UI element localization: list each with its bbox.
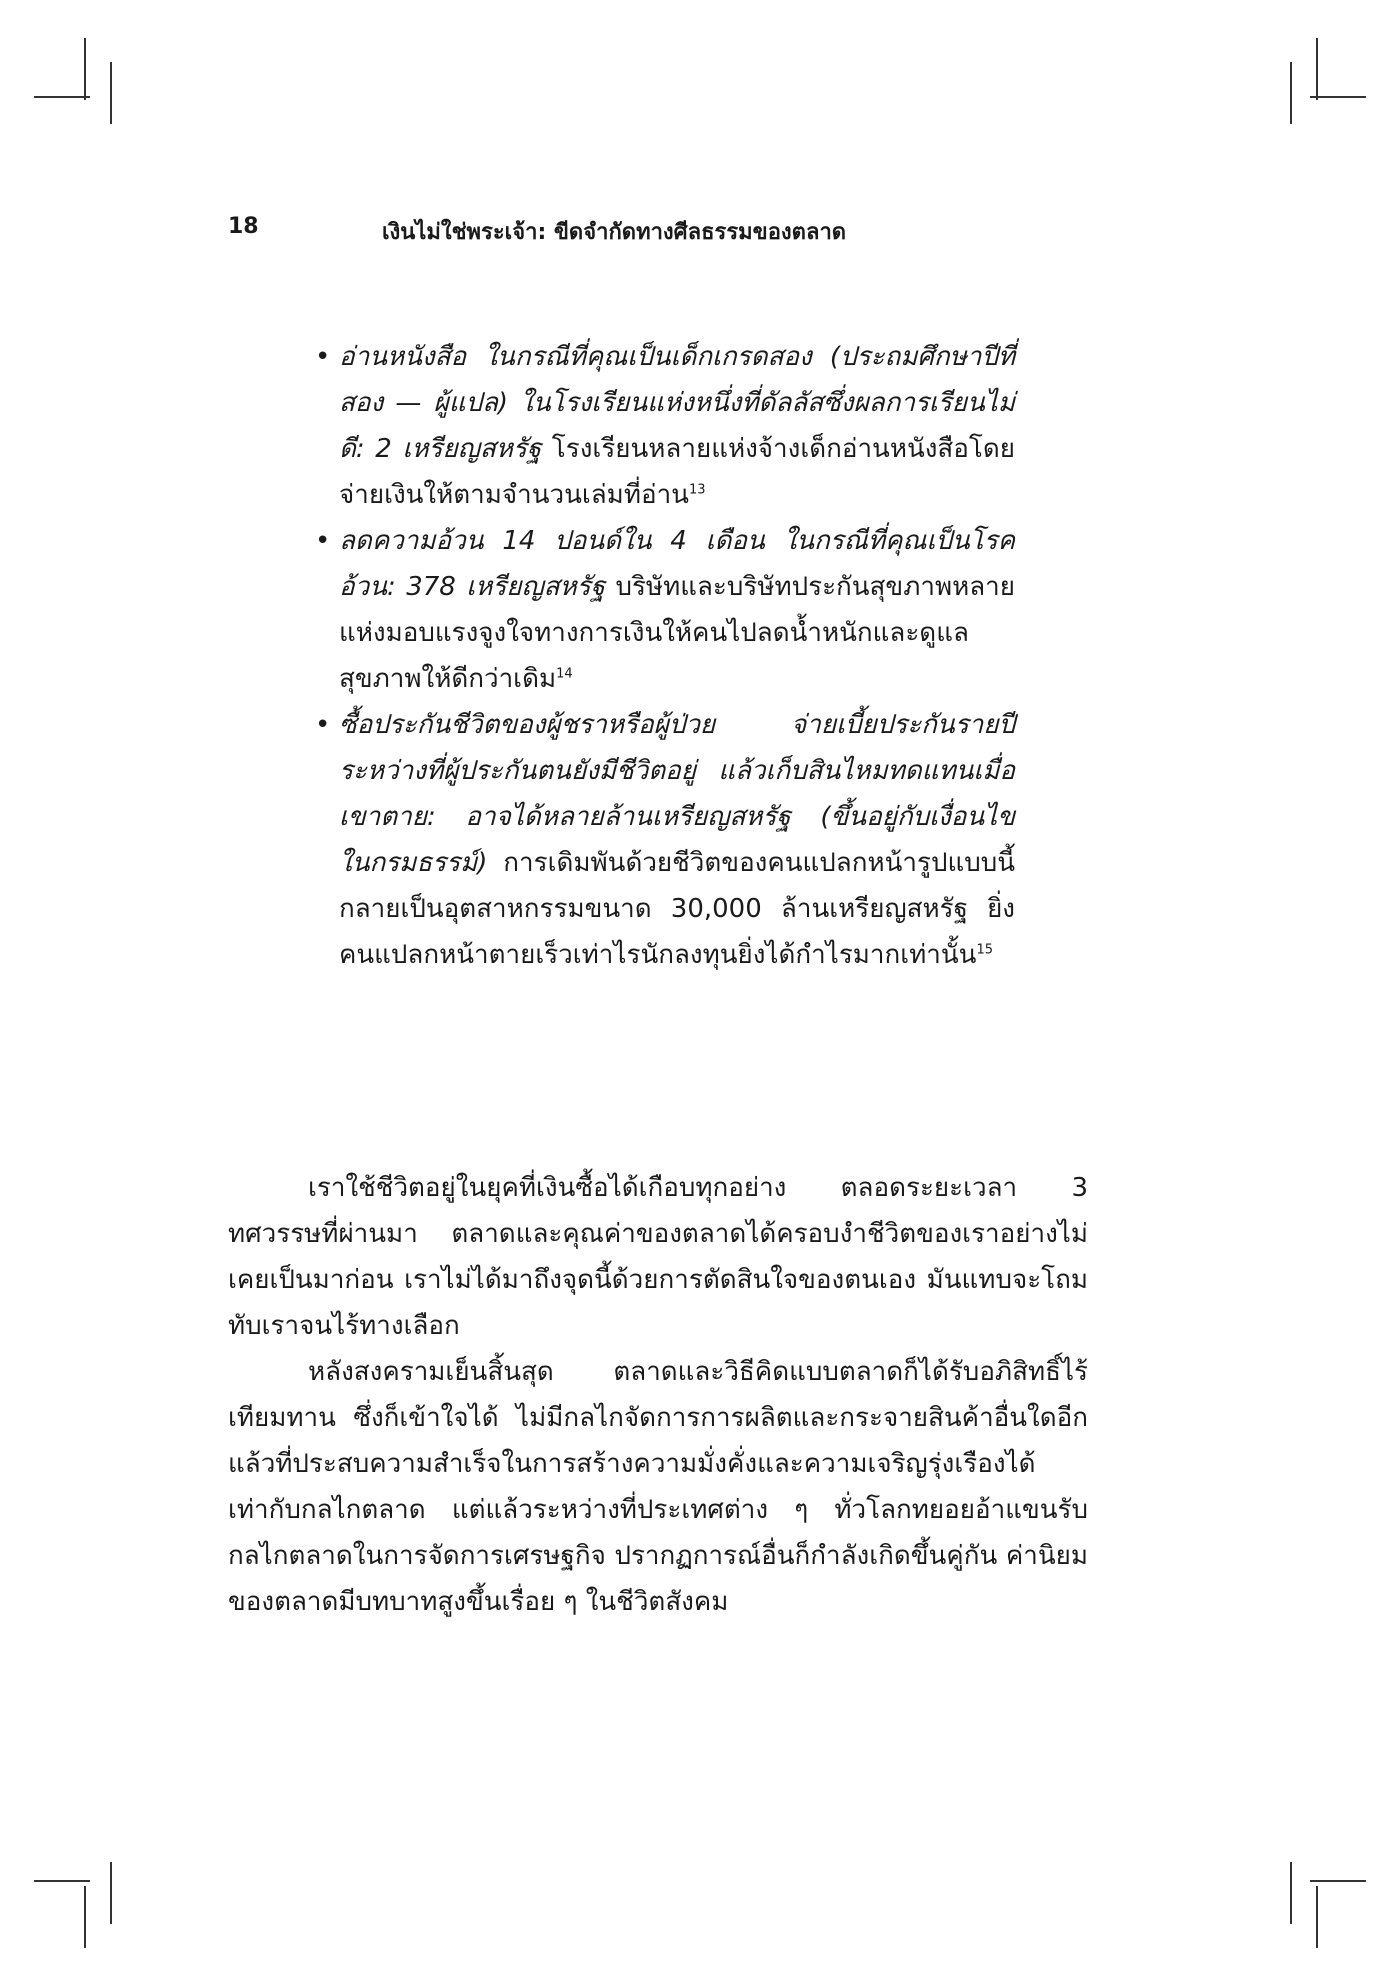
list-item (315, 518, 1015, 702)
item-italic-text: อ่านหนังสือ ในกรณีที่คุณเป็นเด็กเกรดสอง (ประถมศึกษาปีที่สอง — ผู้แปล) ในโรงเรียนแห่งหนึ่งที่ดัลลัสซึ่งผลการเรียนไม่ดี: 2 เหรียญสหรัฐ (339, 342, 1015, 464)
crop-mark (110, 1862, 112, 1924)
crop-mark (1310, 96, 1366, 98)
crop-mark (1310, 1880, 1366, 1882)
item-italic-text: ลดความอ้วน 14 ปอนด์ใน 4 เดือน ในกรณีที่คุณเป็นโรคอ้วน: 378 เหรียญสหรัฐ (339, 526, 1015, 602)
item-text: บริษัทและบริษัทประกันสุขภาพหลายแห่งมอบแรงจูงใจทางการเงินให้คนไปลดน้ำหนักและดูแลสุขภาพให้ดีกว่าเดิม (339, 572, 1015, 694)
list-item (315, 334, 1015, 518)
bullet-icon: • (315, 342, 331, 372)
crop-mark (1290, 62, 1292, 124)
footnote-ref: 14 (556, 666, 573, 682)
item-text: การเดิมพันด้วยชีวิตของคนแปลกหน้ารูปแบบนี้ กลายเป็นอุตสาหกรรมขนาด 30,000 ล้านเหรียญสหรัฐ ยิ่งคนแปลกหน้าตายเร็วเท่าไรนักลงทุนยิ่งได้กำไรมากเท่านั้น (339, 848, 1015, 970)
bullet-icon: • (315, 710, 331, 740)
crop-mark (84, 38, 86, 100)
paragraph: เราใช้ชีวิตอยู่ในยุคที่เงินซื้อได้เกือบทุกอย่าง ตลอดระยะเวลา 3 ทศวรรษที่ผ่านมา ตลาดและคุณค่าของตลาดได้ครอบงำชีวิตของเราอย่างไม่เคยเป็นมาก่อน เราไม่ได้มาถึงจุดนี้ด้วยการตัดสินใจของตนเอง มันแทบจะโถมทับเราจนไร้ทางเลือก (228, 1173, 1088, 1341)
crop-mark (1290, 1862, 1292, 1924)
paragraph: หลังสงครามเย็นสิ้นสุด ตลาดและวิธีคิดแบบตลาดก็ได้รับอภิสิทธิ์ไร้เทียมทาน ซึ่งก็เข้าใจได้ ไม่มีกลไกจัดการการผลิตและกระจายสินค้าอื่นใดอีกแล้วที่ประสบความสำเร็จในการสร้างความมั่งคั่งและความเจริญรุ่งเรืองได้เท่ากับกลไกตลาด แต่แล้วระหว่างที่ประเทศต่าง ๆ ทั่วโลกทยอยอ้าแขนรับกลไกตลาดในการจัดการเศรษฐกิจ ปรากฏการณ์อื่นก็กำลังเกิดขึ้นคู่กัน ค่านิยมของตลาดมีบทบาทสูงขึ้นเรื่อย ๆ ในชีวิตสังคม (228, 1357, 1088, 1617)
item-italic-text: ซื้อประกันชีวิตของผู้ชราหรือผู้ป่วย จ่ายเบี้ยประกันรายปีระหว่างที่ผู้ประกันตนยังมีชีวิตอยู่ แล้วเก็บสินไหมทดแทนเมื่อเขาตาย: อาจได้หลายล้านเหรียญสหรัฐ (ขึ้นอยู่กับเงื่อนไขในกรมธรรม์) (339, 710, 1015, 878)
footnote-ref: 13 (688, 482, 706, 498)
crop-mark (110, 62, 112, 124)
body-text (228, 1165, 1088, 1625)
list-item (315, 702, 1015, 978)
running-title: เงินไม่ใช่พระเจ้า: ขีดจำกัดทางศีลธรรมของตลาด (382, 220, 847, 245)
crop-mark (1316, 1886, 1318, 1948)
footnote-ref: 15 (976, 942, 993, 958)
crop-mark (34, 96, 90, 98)
page-number: 18 (228, 214, 259, 239)
example-list (315, 334, 1015, 978)
crop-mark (1316, 38, 1318, 100)
crop-mark (84, 1886, 86, 1948)
page-header (228, 214, 1088, 248)
item-text: โรงเรียนหลายแห่งจ้างเด็กอ่านหนังสือโดยจ่ายเงินให้ตามจำนวนเล่มที่อ่าน (339, 434, 1015, 510)
bullet-icon: • (315, 526, 331, 556)
crop-mark (34, 1880, 90, 1882)
